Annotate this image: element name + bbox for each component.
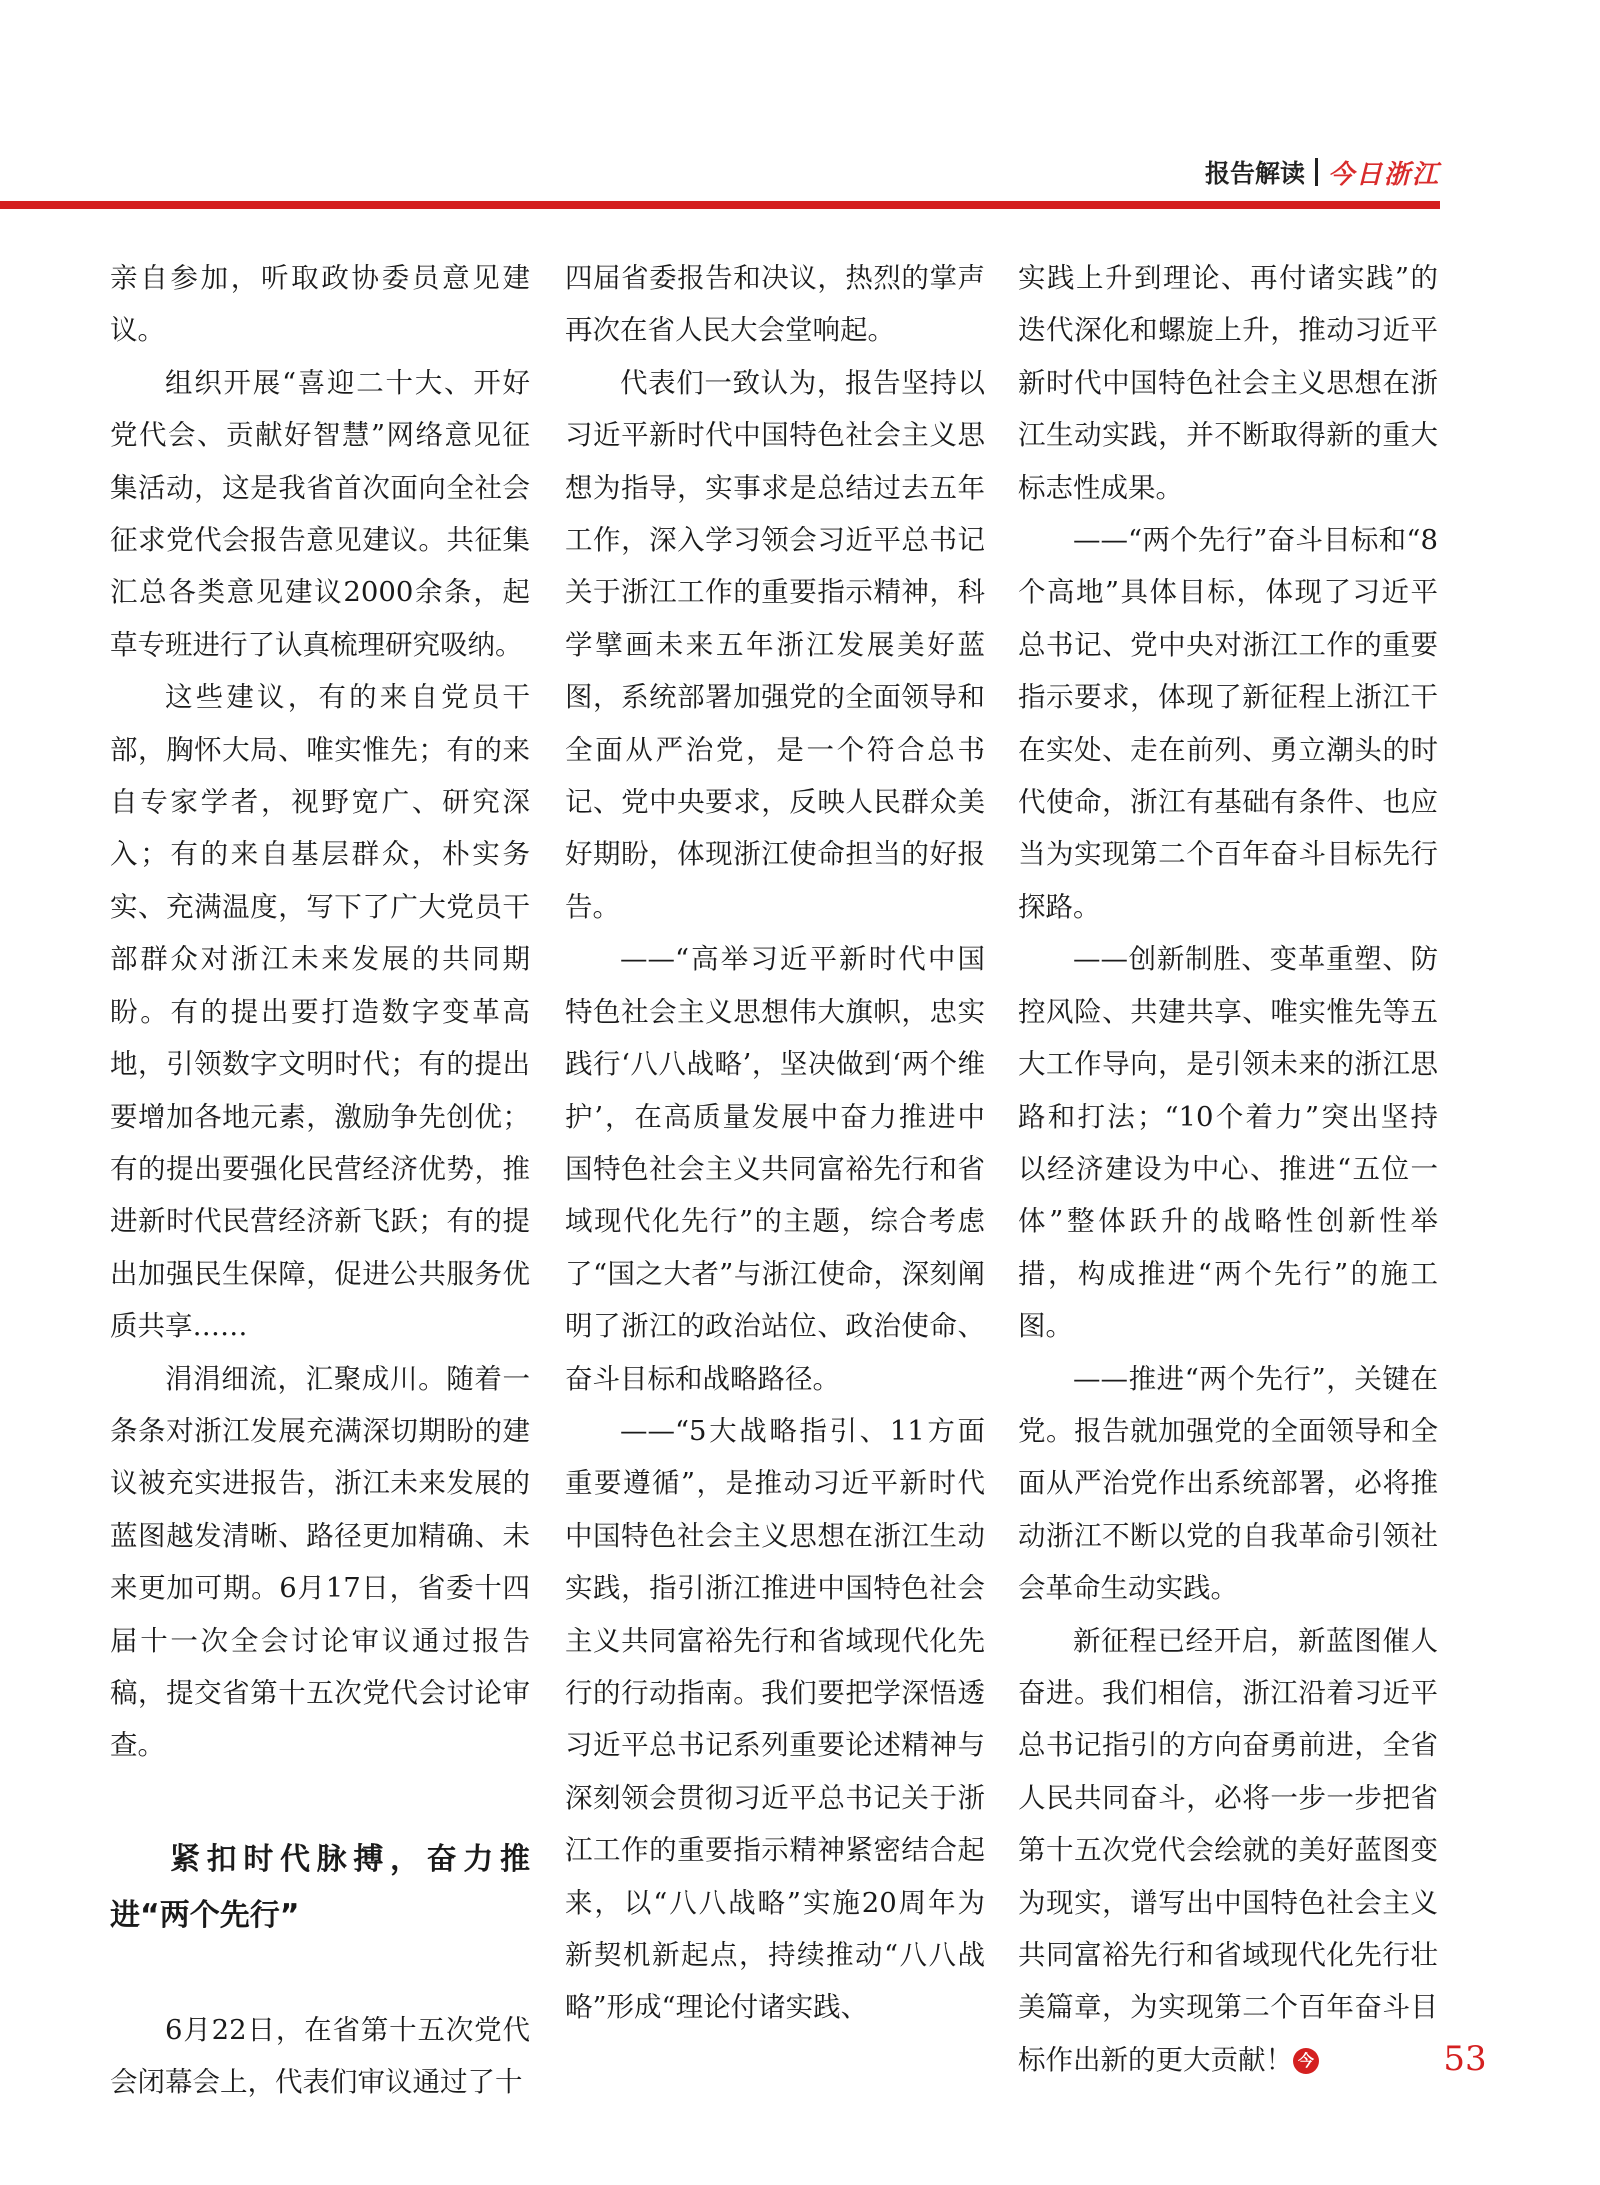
section-label: 报告解读 bbox=[1204, 159, 1305, 188]
paragraph: ——“5大战略指引、11方面重要遵循”，是推动习近平新时代中国特色社会主义思想在浙江生动实践，指引浙江推进中国特色社会主义共同富裕先行和省域现代化先行的行动指南。我们要把学深悟透习近平总书记系列重要论述精神与深刻领会贯彻习近平总书记关于浙江工作的重要指示精神紧密结合起来，以“八八战略”实施20周年为新契机新起点，持续推动“八八战略”形成“理论付诸实践、 bbox=[565, 1414, 985, 2024]
paragraph: 这些建议，有的来自党员干部，胸怀大局、唯实惟先；有的来自专家学者，视野宽广、研究深入；有的来自基层群众，朴实务实、充满温度，写下了广大党员干部群众对浙江未来发展的共同期盼。有的提出要打造数字变革高地，引领数字文明时代；有的提出要增加各地元素，激励争先创优；有的提出要强化民营经济优势，推进新时代民营经济新飞跃；有的提出加强民生保障，促进公共服务优质共享…… bbox=[110, 681, 530, 1343]
paragraph: 代表们一致认为，报告坚持以习近平新时代中国特色社会主义思想为指导，实事求是总结过去五年工作，深入学习领会习近平总书记关于浙江工作的重要指示精神，科学擘画未来五年浙江发展美好蓝图，系统部署加强党的全面领导和全面从严治党，是一个符合总书记、党中央要求，反映人民群众美好期盼，体现浙江使命担当的好报告。 bbox=[565, 366, 985, 923]
paragraph-text: 新征程已经开启，新蓝图催人奋进。我们相信，浙江沿着习近平总书记指引的方向奋勇前进，全省人民共同奋斗，必将一步一步把省第十五次党代会绘就的美好蓝图变为现实，谱写出中国特色社会主义共同富裕先行和省域现代化先行壮美篇章，为实现第二个百年奋斗目标作出新的更大贡献！ bbox=[1018, 1624, 1438, 2076]
paragraph: ——“两个先行”奋斗目标和“8个高地”具体目标，体现了习近平总书记、党中央对浙江工作的重要指示要求，体现了新征程上浙江干在实处、走在前列、勇立潮头的时代使命，浙江有基础有条件、也应当为实现第二个百年奋斗目标先行探路。 bbox=[1018, 524, 1438, 923]
text-column-3 bbox=[1018, 252, 1438, 2086]
page-number: 53 bbox=[1443, 2039, 1487, 2079]
header-divider bbox=[1315, 158, 1318, 186]
text-column-1 bbox=[110, 252, 530, 2109]
paragraph: ——创新制胜、变革重塑、防控风险、共建共享、唯实惟先等五大工作导向，是引领未来的浙江思路和打法；“10个着力”突出坚持以经济建设为中心、推进“五位一体”整体跃升的战略性创新性举措，构成推进“两个先行”的施工图。 bbox=[1018, 943, 1438, 1343]
paragraph: 实践上升到理论、再付诸实践”的迭代深化和螺旋上升，推动习近平新时代中国特色社会主义思想在浙江生动实践，并不断取得新的重大标志性成果。 bbox=[1018, 262, 1438, 504]
section-subheading: 紧扣时代脉搏，奋力推进“两个先行” bbox=[110, 1841, 530, 1933]
brand-logo: 今日浙江 bbox=[1327, 159, 1440, 190]
paragraph: 亲自参加，听取政协委员意见建议。 bbox=[110, 262, 530, 347]
paragraph-final bbox=[1018, 1615, 1438, 2087]
page-header bbox=[1180, 150, 1440, 194]
text-column-2 bbox=[565, 252, 985, 2034]
paragraph: 涓涓细流，汇聚成川。随着一条条对浙江发展充满深切期盼的建议被充实进报告，浙江未来发展的蓝图越发清晰、路径更加精确、未来更加可期。6月17日，省委十四届十一次全会讨论审议通过报告稿，提交省第十五次党代会讨论审查。 bbox=[110, 1362, 530, 1762]
header-rule bbox=[0, 201, 1440, 209]
paragraph: 四届省委报告和决议，热烈的掌声再次在省人民大会堂响起。 bbox=[565, 262, 985, 347]
end-mark-icon: 今 bbox=[1293, 2048, 1319, 2074]
paragraph: 组织开展“喜迎二十大、开好党代会、贡献好智慧”网络意见征集活动，这是我省首次面向全社会征求党代会报告意见建议。共征集汇总各类意见建议2000余条，起草专班进行了认真梳理研究吸纳。 bbox=[110, 366, 530, 661]
paragraph: ——推进“两个先行”，关键在党。报告就加强党的全面领导和全面从严治党作出系统部署，必将推动浙江不断以党的自我革命引领社会革命生动实践。 bbox=[1018, 1362, 1438, 1605]
paragraph: 6月22日，在省第十五次党代会闭幕会上，代表们审议通过了十 bbox=[110, 2013, 530, 2099]
paragraph: ——“高举习近平新时代中国特色社会主义思想伟大旗帜，忠实践行‘八八战略’，坚决做到‘两个维护’，在高质量发展中奋力推进中国特色社会主义共同富裕先行和省域现代化先行”的主题，综合考虑了“国之大者”与浙江使命，深刻阐明了浙江的政治站位、政治使命、奋斗目标和战略路径。 bbox=[565, 943, 985, 1395]
